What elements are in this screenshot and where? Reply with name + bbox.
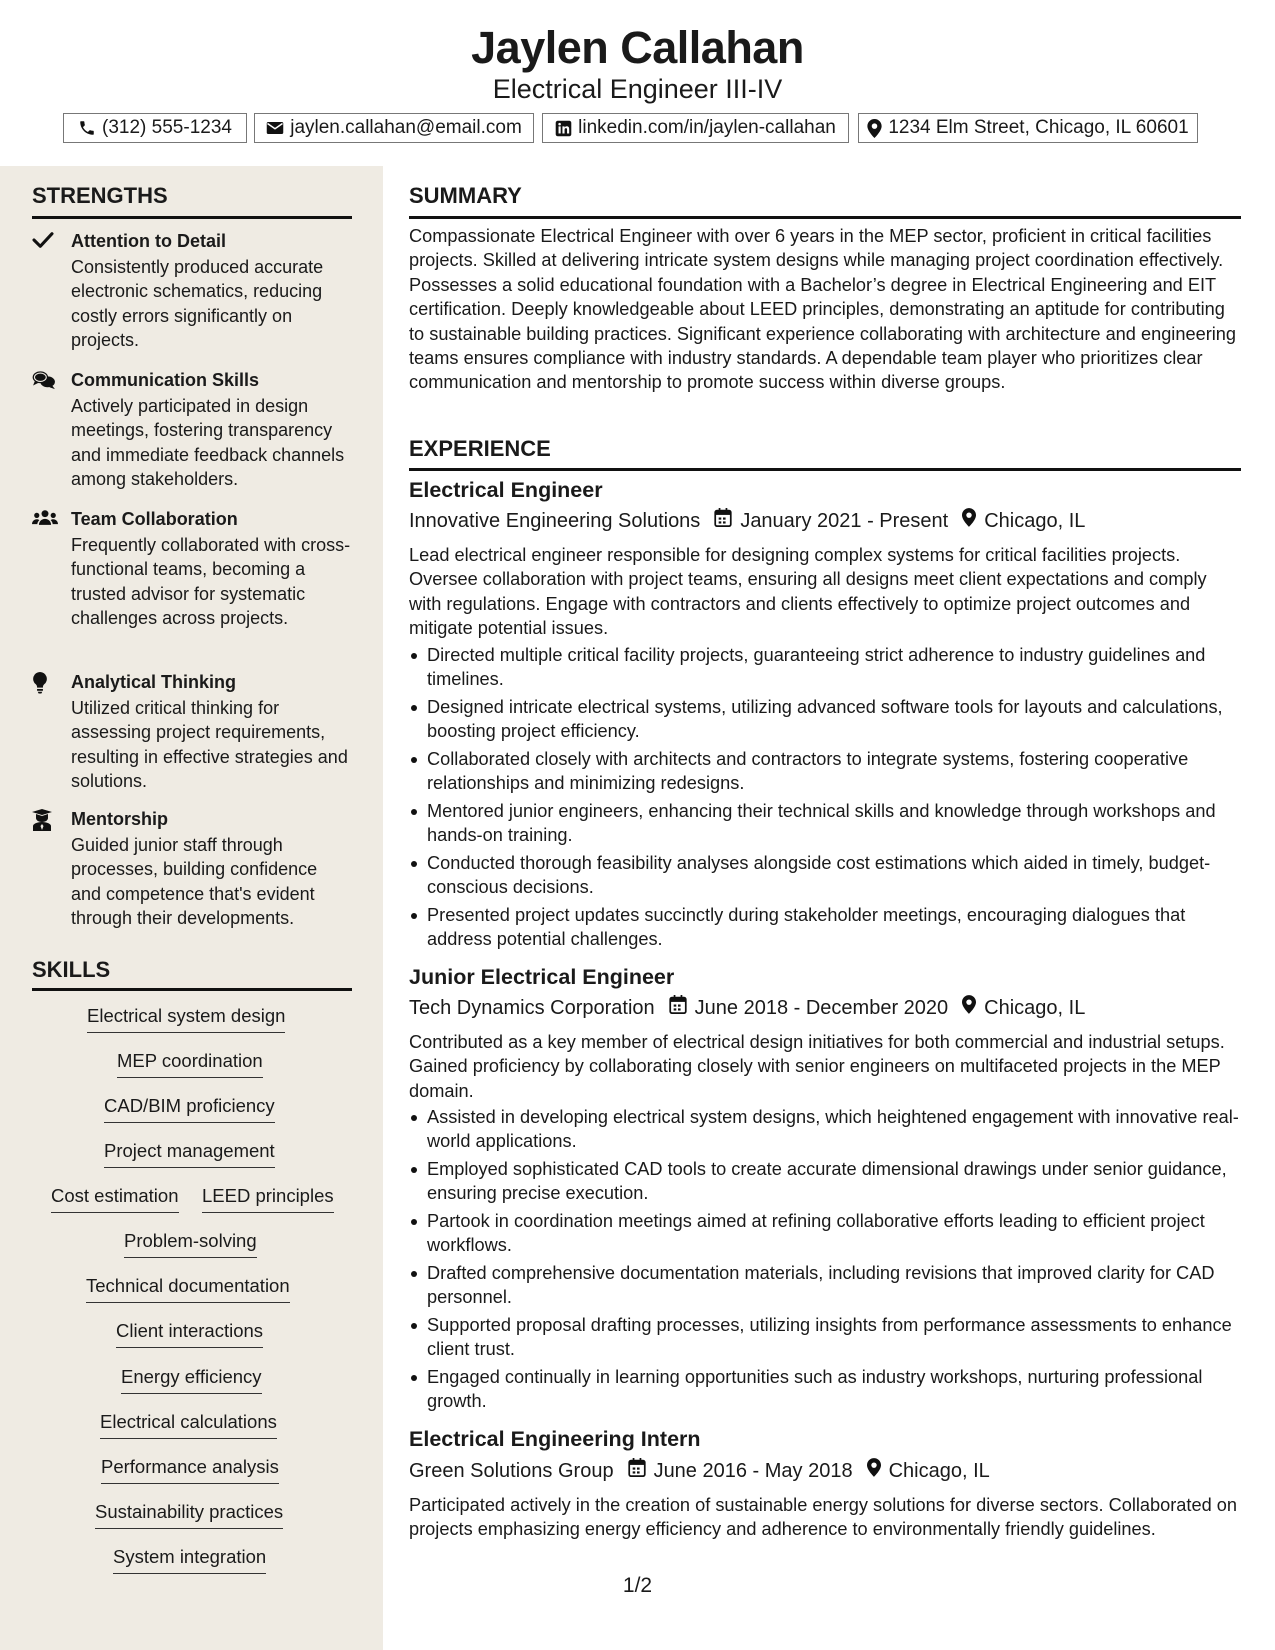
job-title: Electrical Engineer bbox=[409, 478, 603, 502]
strength-description: Consistently produced accurate electronic schematics, reducing costly errors significantly on projects. bbox=[71, 257, 324, 351]
company-name: Tech Dynamics Corporation bbox=[409, 997, 655, 1019]
map-pin-icon bbox=[962, 994, 976, 1022]
job-bullets bbox=[409, 643, 1241, 955]
strength-title: Communication Skills bbox=[71, 370, 260, 390]
list-item: Mentored junior engineers, enhancing their technical skills and knowledge through workshops and hands-on training. bbox=[409, 799, 1241, 848]
job-dates: January 2021 - Present bbox=[740, 510, 949, 532]
job-location: Chicago, IL bbox=[984, 997, 1086, 1019]
contact-email[interactable] bbox=[254, 113, 534, 143]
skill-tag: Cost estimation bbox=[51, 1184, 179, 1213]
job-meta bbox=[409, 1457, 990, 1485]
job-location: Chicago, IL bbox=[888, 1460, 990, 1482]
skill-tag: Project management bbox=[104, 1139, 275, 1168]
users-icon bbox=[32, 509, 56, 529]
list-item: Collaborated closely with architects and contractors to integrate systems, fostering cooperative relationships and minimizing redesigns. bbox=[409, 747, 1241, 796]
company-name: Innovative Engineering Solutions bbox=[409, 510, 701, 532]
summary-heading: SUMMARY bbox=[409, 182, 1241, 219]
strength-title: Analytical Thinking bbox=[71, 672, 237, 692]
contact-row bbox=[0, 113, 1275, 145]
skill-tag: System integration bbox=[113, 1545, 266, 1574]
list-item: Engaged continually in learning opportunities such as industry workshops, nurturing professional growth. bbox=[409, 1365, 1241, 1414]
contact-linkedin-text: linkedin.com/in/jaylen-callahan bbox=[578, 117, 836, 138]
strengths-heading: STRENGTHS bbox=[32, 182, 352, 219]
skill-tag: LEED principles bbox=[202, 1184, 334, 1213]
strength-description: Actively participated in design meetings, fostering transparency and immediate feedback channels among stakeholders. bbox=[71, 396, 345, 490]
contact-phone[interactable] bbox=[63, 113, 247, 143]
graduation-cap-icon bbox=[32, 809, 56, 829]
skill-tag: CAD/BIM proficiency bbox=[104, 1094, 275, 1123]
checkmark-icon bbox=[32, 231, 56, 251]
strength-item bbox=[32, 670, 352, 790]
contact-phone-text: (312) 555-1234 bbox=[102, 117, 232, 138]
map-pin-icon bbox=[867, 119, 882, 138]
page-number: 1/2 bbox=[622, 1574, 653, 1597]
calendar-icon bbox=[628, 1457, 646, 1485]
strength-title: Team Collaboration bbox=[71, 509, 238, 529]
skill-tag: Energy efficiency bbox=[121, 1365, 262, 1394]
job-title-heading: Electrical Engineer III-IV bbox=[492, 74, 783, 104]
job-title: Junior Electrical Engineer bbox=[409, 965, 675, 989]
skill-tag: Performance analysis bbox=[101, 1455, 279, 1484]
list-item: Designed intricate electrical systems, utilizing advanced software tools for layouts and calculations, boosting project efficiency. bbox=[409, 695, 1241, 744]
list-item: Conducted thorough feasibility analyses alongside cost estimations which aided in timely, budget-conscious decisions. bbox=[409, 851, 1241, 900]
skill-tag: Client interactions bbox=[116, 1319, 263, 1348]
skill-tag: Problem-solving bbox=[124, 1229, 257, 1258]
list-item: Employed sophisticated CAD tools to create accurate dimensional drawings under senior guidance, ensuring precise execution. bbox=[409, 1157, 1241, 1206]
skills-heading: SKILLS bbox=[32, 956, 352, 991]
contact-email-text: jaylen.callahan@email.com bbox=[290, 117, 522, 138]
strength-title: Mentorship bbox=[71, 809, 168, 829]
job-meta bbox=[409, 507, 1085, 535]
job-title: Electrical Engineering Intern bbox=[409, 1427, 701, 1451]
skill-tag: MEP coordination bbox=[117, 1049, 263, 1078]
calendar-icon bbox=[714, 507, 732, 535]
strength-description: Frequently collaborated with cross-functional teams, becoming a trusted advisor for systematic challenges across projects. bbox=[71, 535, 351, 629]
strength-item bbox=[32, 807, 352, 927]
envelope-icon bbox=[266, 120, 284, 136]
contact-address bbox=[858, 113, 1198, 143]
calendar-icon bbox=[669, 994, 687, 1022]
job-dates: June 2018 - December 2020 bbox=[694, 997, 949, 1019]
summary-text: Compassionate Electrical Engineer with over 6 years in the MEP sector, proficient in critical facilities projects. Skilled at delivering intricate system designs while managing project coordination effectively. Possesses a solid educational foundation with a Bachelor’s degree in Electrical Engineering and EIT certification. Deeply knowledgeable about LEED principles, demonstrating an aptitude for contributing to sustainable building practices. Significant experience collaborating with architecture and engineering teams ensures compliance with industry standards. A dependable team player who prioritizes clear communication and mentorship to promote success within diverse groups. bbox=[409, 226, 1237, 393]
job-meta bbox=[409, 994, 1085, 1022]
lightbulb-icon bbox=[32, 672, 56, 692]
job-location: Chicago, IL bbox=[984, 510, 1086, 532]
experience-heading: EXPERIENCE bbox=[409, 435, 1241, 471]
job-description: Lead electrical engineer responsible for designing complex systems for critical facilities projects. Oversee collaboration with project teams, ensuring all designs meet client expectations and comply with regulations. Engage with contractors and clients effectively to optimize project outcomes and mitigate potential issues. bbox=[409, 545, 1207, 639]
skill-tag: Electrical calculations bbox=[100, 1410, 277, 1439]
skill-tag: Electrical system design bbox=[87, 1004, 285, 1033]
job-description: Contributed as a key member of electrical design initiatives for both commercial and industrial setups. Gained proficiency by collaborating closely with senior engineers on multifaceted projects in the MEP domain. bbox=[409, 1032, 1225, 1101]
strength-description: Guided junior staff through processes, building confidence and competence that's evident through their developments. bbox=[71, 835, 318, 929]
map-pin-icon bbox=[962, 507, 976, 535]
company-name: Green Solutions Group bbox=[409, 1460, 614, 1482]
strength-title: Attention to Detail bbox=[71, 231, 226, 251]
strength-item bbox=[32, 229, 352, 349]
map-pin-icon bbox=[867, 1457, 881, 1485]
phone-icon bbox=[78, 119, 96, 137]
skill-tag: Sustainability practices bbox=[95, 1500, 283, 1529]
candidate-name: Jaylen Callahan bbox=[471, 22, 804, 73]
list-item: Assisted in developing electrical system designs, which heightened engagement with innovative real-world applications. bbox=[409, 1105, 1241, 1154]
skill-tag: Technical documentation bbox=[86, 1274, 290, 1303]
list-item: Supported proposal drafting processes, utilizing insights from performance assessments to enhance client trust. bbox=[409, 1313, 1241, 1362]
strength-item bbox=[32, 507, 352, 652]
job-dates: June 2016 - May 2018 bbox=[653, 1460, 853, 1482]
job-bullets bbox=[409, 1105, 1241, 1417]
resume-header bbox=[0, 0, 1275, 166]
list-item: Drafted comprehensive documentation materials, including revisions that improved clarity for CAD personnel. bbox=[409, 1261, 1241, 1310]
strength-item bbox=[32, 368, 352, 488]
chat-bubbles-icon bbox=[32, 370, 56, 390]
contact-linkedin[interactable] bbox=[542, 113, 849, 143]
list-item: Directed multiple critical facility projects, guaranteeing strict adherence to industry guidelines and timelines. bbox=[409, 643, 1241, 692]
job-description: Participated actively in the creation of sustainable energy solutions for diverse sectors. Collaborated on projects emphasizing energy efficiency and adherence to environmentally friendly guidelines. bbox=[409, 1495, 1237, 1540]
list-item: Partook in coordination meetings aimed at refining collaborative efforts leading to efficient project workflows. bbox=[409, 1209, 1241, 1258]
strength-description: Utilized critical thinking for assessing project requirements, resulting in effective strategies and solutions. bbox=[71, 698, 348, 792]
list-item: Presented project updates succinctly during stakeholder meetings, encouraging dialogues that address potential challenges. bbox=[409, 903, 1241, 952]
linkedin-icon bbox=[555, 120, 572, 137]
contact-address-text: 1234 Elm Street, Chicago, IL 60601 bbox=[888, 117, 1189, 138]
